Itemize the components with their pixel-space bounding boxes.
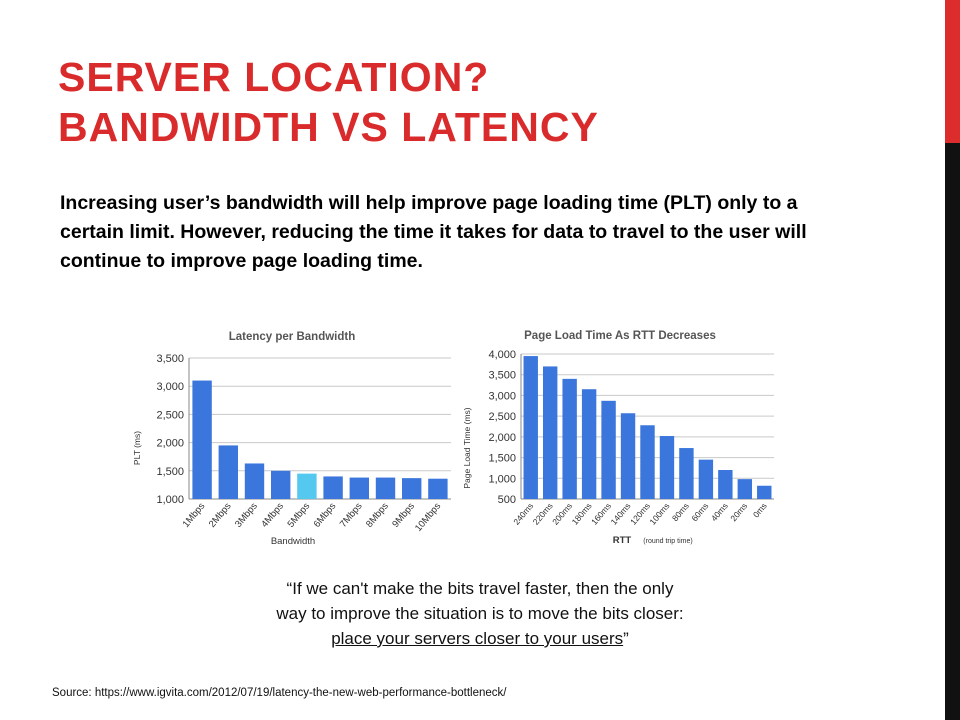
right-chart-x-tick-label: 220ms: [530, 500, 555, 527]
right-chart-y-tick-label: 1,500: [488, 452, 516, 465]
right-chart-x-tick-label: 240ms: [511, 500, 536, 527]
right-chart-bar: [601, 401, 615, 499]
left-chart-x-axis-label: Bandwidth: [270, 536, 316, 547]
right-chart-x-tick-label: 100ms: [647, 500, 672, 527]
right-chart-bar: [660, 436, 674, 499]
right-chart-x-tick-label: 40ms: [708, 500, 730, 524]
left-chart-bar: [245, 463, 264, 499]
right-chart-x-tick-label: 20ms: [728, 500, 750, 524]
quote-underlined-text: place your servers closer to your users: [331, 629, 624, 648]
quote-line-2: way to improve the situation is to move the bits closer:: [276, 604, 684, 623]
quote-close-mark: ”: [623, 629, 629, 648]
right-chart-y-tick-label: 2,000: [488, 431, 516, 444]
right-chart-bar: [640, 425, 654, 499]
right-chart-y-tick-label: 1,000: [488, 473, 516, 486]
left-chart-y-axis-label: PLT (ms): [132, 430, 142, 466]
right-chart-x-tick-label: 200ms: [550, 500, 575, 527]
right-chart-x-axis-note: (round trip time): [643, 538, 693, 545]
left-chart-bar: [428, 479, 447, 499]
left-chart-x-tick-label: 6Mbps: [311, 500, 339, 530]
right-chart-bar: [757, 486, 771, 499]
side-accent-bar-red: [945, 0, 960, 143]
right-chart-x-tick-label: 0ms: [750, 500, 769, 520]
right-chart-y-tick-label: 3,500: [488, 369, 516, 382]
left-chart-x-tick-label: 5Mbps: [285, 500, 313, 530]
right-chart-y-tick-label: 500: [497, 494, 516, 506]
right-chart-bar: [679, 448, 693, 499]
right-chart-x-tick-label: 160ms: [589, 500, 614, 527]
left-chart-bar: [271, 471, 290, 499]
source-citation: Source: https://www.igvita.com/2012/07/19/latency-the-new-web-performance-bottleneck/: [52, 687, 507, 699]
right-chart-bar: [699, 460, 713, 499]
right-chart-y-tick-label: 2,500: [488, 411, 516, 424]
intro-paragraph: Increasing user’s bandwidth will help improve page loading time (PLT) only to a certain limit. However, reducing the time it takes for data to travel to the user will continue to improve page loading time.: [60, 192, 807, 272]
left-chart-bar: [402, 478, 421, 499]
quote-open-mark: “: [286, 579, 293, 598]
left-chart-x-tick-label: 3Mbps: [233, 500, 260, 530]
left-chart-x-tick-label: 7Mbps: [337, 500, 365, 530]
quote-line-1: If we can't make the bits travel faster, then the only: [292, 579, 674, 598]
right-chart-title: Page Load Time As RTT Decreases: [524, 330, 716, 342]
left-chart-bar: [376, 478, 395, 499]
left-chart-x-tick-label: 4Mbps: [259, 500, 286, 530]
right-chart-bar: [718, 470, 732, 499]
left-chart-y-tick-label: 1,500: [156, 465, 184, 478]
left-chart-y-tick-label: 2,000: [156, 437, 184, 450]
slide-title: [58, 52, 918, 152]
right-chart-x-axis-label: RTT: [612, 535, 632, 546]
left-chart-bar: [192, 381, 211, 499]
right-chart-y-axis-label: Page Load Time (ms): [462, 407, 472, 489]
right-chart-bar: [738, 479, 752, 499]
right-chart-x-tick-label: 140ms: [608, 500, 633, 527]
left-chart-bar: [297, 474, 316, 499]
right-chart-bar: [582, 389, 596, 499]
left-chart-bar: [219, 445, 238, 499]
right-chart-y-tick-label: 4,000: [488, 349, 516, 361]
left-chart-x-tick-label: 10Mbps: [413, 500, 444, 534]
right-chart-bar: [524, 356, 538, 499]
right-chart-y-tick-label: 3,000: [488, 390, 516, 403]
latency-per-bandwidth-chart: [130, 322, 460, 552]
right-chart-x-tick-label: 180ms: [569, 500, 594, 527]
left-chart-x-tick-label: 1Mbps: [180, 500, 208, 530]
right-chart-bar: [621, 413, 635, 499]
left-chart-x-tick-label: 8Mbps: [364, 500, 391, 530]
left-chart-x-tick-label: 2Mbps: [206, 500, 234, 530]
left-chart-x-tick-label: 9Mbps: [390, 500, 417, 530]
left-chart-bar: [350, 478, 369, 499]
slide-title-line-1: SERVER LOCATION?: [58, 54, 490, 100]
left-chart-y-tick-label: 1,000: [156, 494, 184, 506]
left-chart-title: Latency per Bandwidth: [228, 331, 356, 343]
right-chart-bar: [562, 379, 576, 499]
right-chart-x-tick-label: 60ms: [689, 500, 711, 524]
page-load-time-rtt-chart: [462, 322, 782, 552]
slide-title-line-2: BANDWIDTH VS LATENCY: [58, 104, 599, 150]
right-chart-x-tick-label: 80ms: [669, 500, 691, 524]
side-accent-bar-dark: [945, 143, 960, 720]
left-chart-bar: [323, 476, 342, 499]
left-chart-y-tick-label: 2,500: [156, 409, 184, 422]
right-chart-bar: [543, 366, 557, 499]
right-chart-x-tick-label: 120ms: [627, 500, 653, 527]
quote-block: [170, 576, 790, 651]
left-chart-y-tick-label: 3,500: [156, 353, 184, 365]
left-chart-y-tick-label: 3,000: [156, 381, 184, 394]
